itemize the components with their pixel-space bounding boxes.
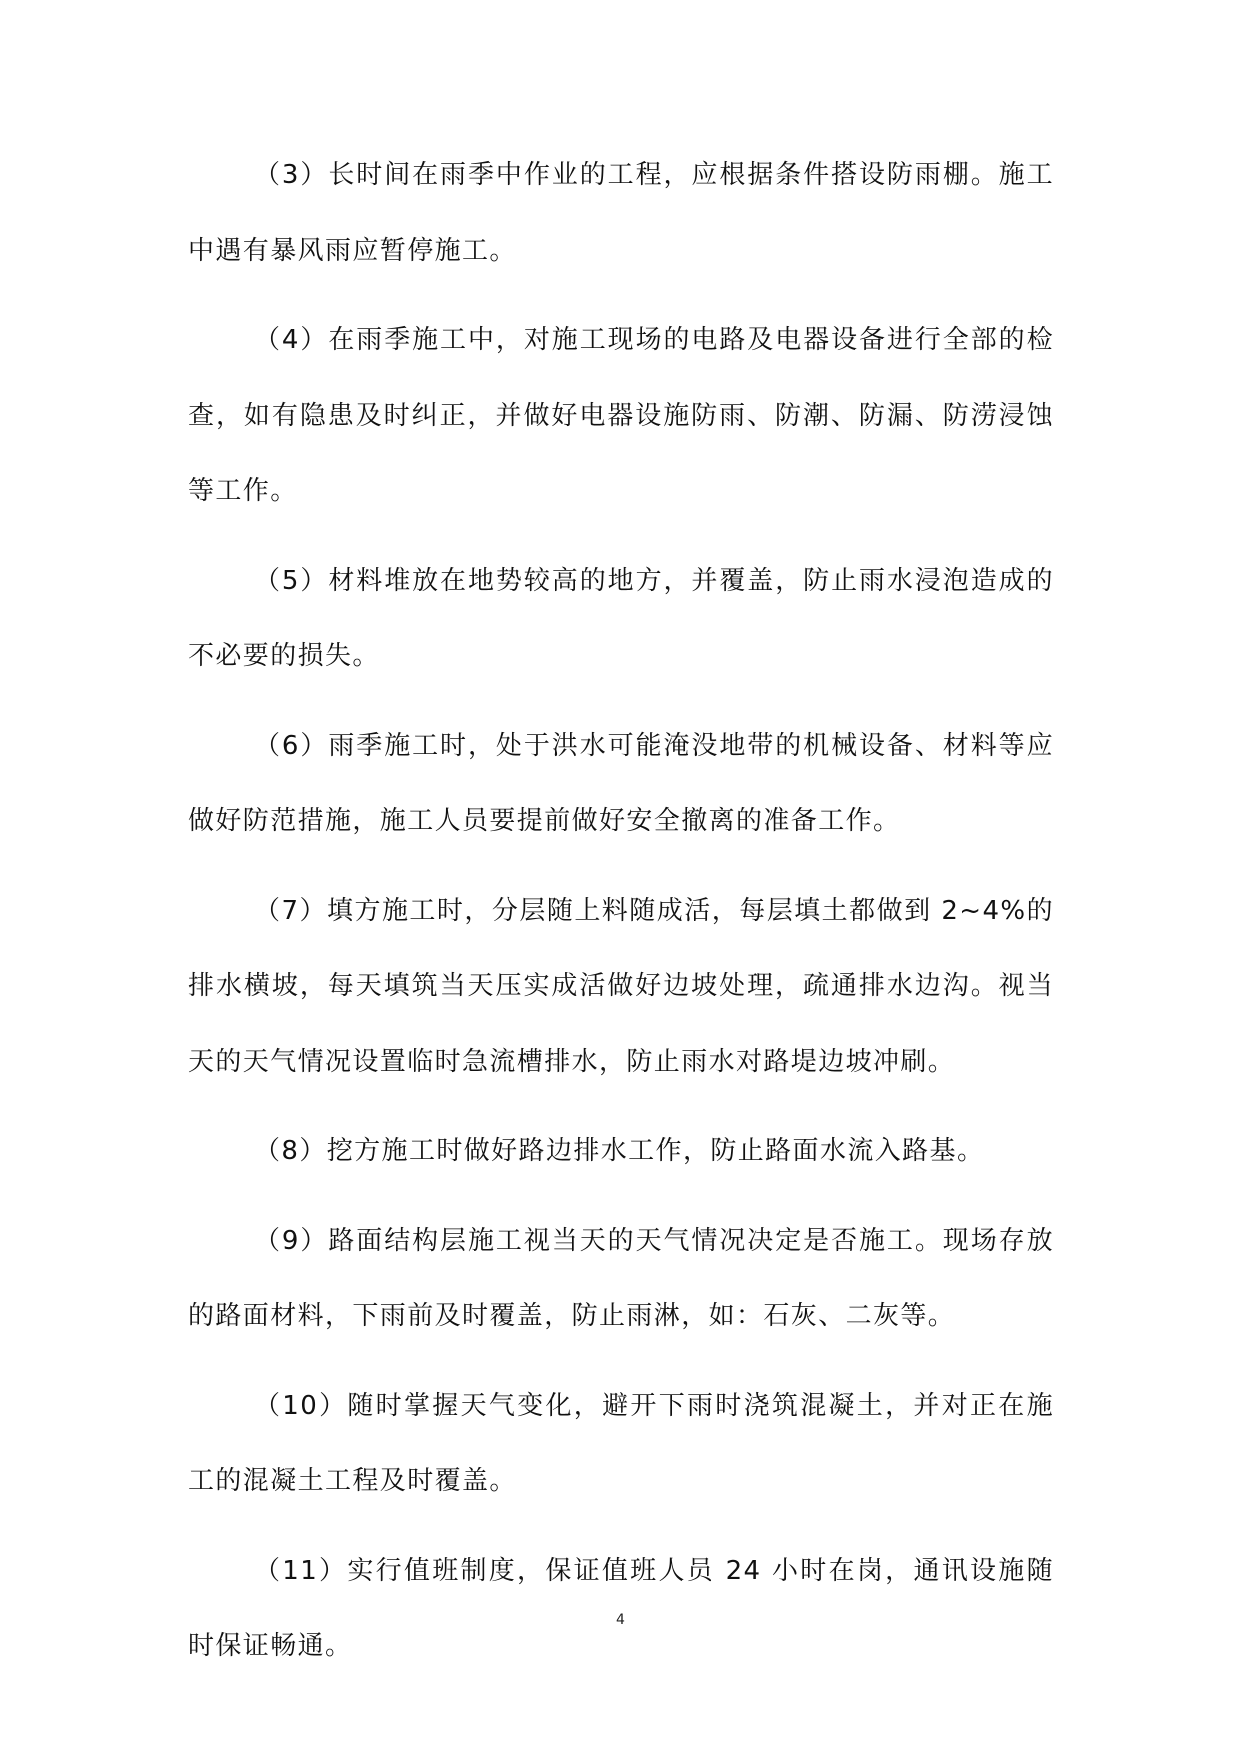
paragraph-7: （7）填方施工时，分层随上料随成活，每层填土都做到 2~4%的排水横坡，每天填筑当天压实成活做好边坡处理，疏通排水边沟。视当天的天气情况设置临时急流槽排水，防止雨水对路堤边坡冲刷。 bbox=[188, 895, 1054, 1077]
paragraph-5: （5）材料堆放在地势较高的地方，并覆盖，防止雨水浸泡造成的不必要的损失。 bbox=[188, 565, 1054, 671]
paragraph-6: （6）雨季施工时，处于洪水可能淹没地带的机械设备、材料等应做好防范措施，施工人员要提前做好安全撤离的准备工作。 bbox=[188, 730, 1054, 836]
page-number: 4 bbox=[616, 1612, 625, 1628]
body-text bbox=[188, 138, 1054, 1699]
paragraph-4: （4）在雨季施工中，对施工现场的电路及电器设备进行全部的检查，如有隐患及时纠正，并做好电器设施防雨、防潮、防漏、防涝浸蚀等工作。 bbox=[188, 325, 1054, 506]
paragraph-10: （10）随时掌握天气变化，避开下雨时浇筑混凝土，并对正在施工的混凝土工程及时覆盖。 bbox=[188, 1390, 1054, 1496]
paragraph-3: （3）长时间在雨季中作业的工程，应根据条件搭设防雨棚。施工中遇有暴风雨应暂停施工。 bbox=[188, 160, 1054, 266]
paragraph-9: （9）路面结构层施工视当天的天气情况决定是否施工。现场存放的路面材料，下雨前及时覆盖，防止雨淋，如：石灰、二灰等。 bbox=[188, 1225, 1054, 1331]
paragraph-8: （8）挖方施工时做好路边排水工作，防止路面水流入路基。 bbox=[254, 1136, 985, 1166]
paragraph-11: （11）实行值班制度，保证值班人员 24 小时在岗，通讯设施随时保证畅通。 bbox=[188, 1555, 1054, 1661]
